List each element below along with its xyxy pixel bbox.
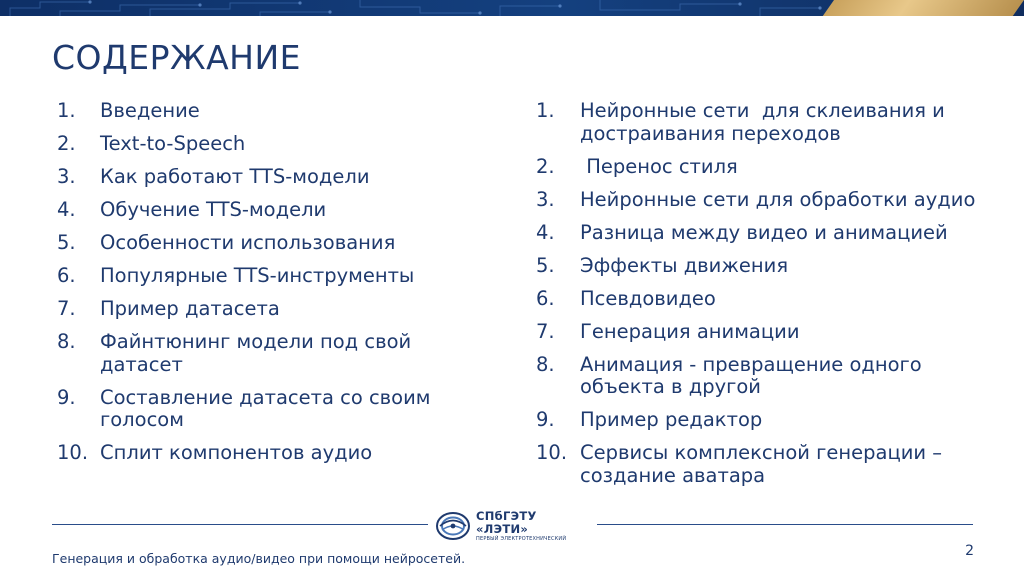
list-item-text: Text-to-Speech — [100, 132, 246, 155]
list-item-text: Сервисы комплексной генерации – создание аватара — [580, 441, 949, 487]
list-item-number: 9. — [536, 408, 555, 431]
list-item-text: Перенос стиля — [580, 154, 738, 178]
list-item-text: Обучение TTS-модели — [100, 198, 327, 221]
list-item-text: Сплит компонентов аудио — [100, 441, 373, 464]
list-item — [57, 133, 497, 156]
list-item-text: Популярные TTS-инструменты — [100, 264, 415, 287]
contents-list-right — [536, 100, 991, 498]
footer-divider-right — [597, 524, 973, 525]
logo-name: СПбГЭТУ «ЛЭТИ» — [476, 508, 537, 536]
list-item-number: 6. — [536, 286, 555, 310]
page-number: 2 — [965, 543, 974, 559]
list-item-number: 2. — [536, 154, 555, 178]
list-item-number: 10. — [536, 441, 568, 464]
list-item — [57, 166, 497, 189]
leti-emblem-icon — [436, 511, 470, 541]
list-item — [536, 321, 991, 344]
top-banner — [0, 0, 1024, 16]
list-item-text: Пример редактор — [580, 408, 763, 431]
list-item — [57, 442, 497, 465]
gold-accent-stripe — [814, 0, 1024, 16]
list-item — [536, 354, 991, 399]
university-logo — [436, 510, 591, 542]
list-item-number: 5. — [536, 253, 555, 277]
list-item-number: 3. — [536, 187, 555, 211]
list-item-number: 7. — [57, 297, 76, 320]
list-item — [57, 232, 497, 255]
list-item-number: 5. — [57, 231, 76, 254]
list-item-text: Анимация - превращение одного объекта в другой — [580, 352, 928, 398]
list-item — [57, 387, 497, 432]
list-item-number: 10. — [57, 441, 89, 464]
list-item-number: 1. — [536, 99, 555, 122]
list-item-text: Как работают TTS-модели — [100, 165, 370, 188]
logo-subtitle: ПЕРВЫЙ ЭЛЕКТРОТЕХНИЧЕСКИЙ — [476, 535, 567, 542]
list-item-text: Введение — [100, 99, 200, 122]
list-item — [536, 255, 991, 278]
list-item-text: Генерация анимации — [580, 319, 800, 343]
list-item — [536, 156, 991, 179]
list-item-text: Нейронные сети для склеивания и достраивания переходов — [580, 99, 952, 145]
contents-list-left — [57, 100, 497, 475]
footer-divider-left — [52, 524, 428, 525]
list-item-text: Нейронные сети для обработки аудио — [580, 187, 976, 211]
list-item-text: Особенности использования — [100, 231, 396, 254]
list-item-number: 1. — [57, 99, 76, 122]
list-item-text: Псевдовидео — [580, 286, 716, 310]
list-item — [536, 222, 991, 245]
footer-caption: Генерация и обработка аудио/видео при помощи нейросетей. — [52, 551, 466, 566]
list-item-number: 7. — [536, 319, 555, 343]
list-item-number: 2. — [57, 132, 76, 155]
list-item-number: 9. — [57, 385, 76, 409]
list-item-number: 3. — [57, 165, 76, 188]
list-item — [57, 265, 497, 288]
list-item-number: 8. — [536, 352, 555, 376]
slide-title: СОДЕРЖАНИЕ — [52, 38, 302, 77]
list-item-number: 8. — [57, 330, 76, 353]
list-item — [536, 100, 991, 145]
list-item-text: Эффекты движения — [580, 253, 789, 277]
list-item-number: 4. — [57, 198, 76, 221]
list-item-text: Составление датасета со своим голосом — [100, 385, 437, 431]
list-item-text: Разница между видео и анимацией — [580, 220, 948, 244]
list-item — [57, 199, 497, 222]
list-item — [57, 298, 497, 321]
list-item-text: Файнтюнинг модели под свой датасет — [100, 330, 418, 376]
list-item — [536, 288, 991, 311]
list-item-text: Пример датасета — [100, 297, 280, 320]
list-item — [536, 409, 991, 432]
list-item — [57, 100, 497, 123]
list-item-number: 4. — [536, 220, 555, 244]
list-item-number: 6. — [57, 264, 76, 287]
list-item — [536, 442, 991, 487]
list-item — [57, 331, 497, 376]
list-item — [536, 189, 991, 212]
